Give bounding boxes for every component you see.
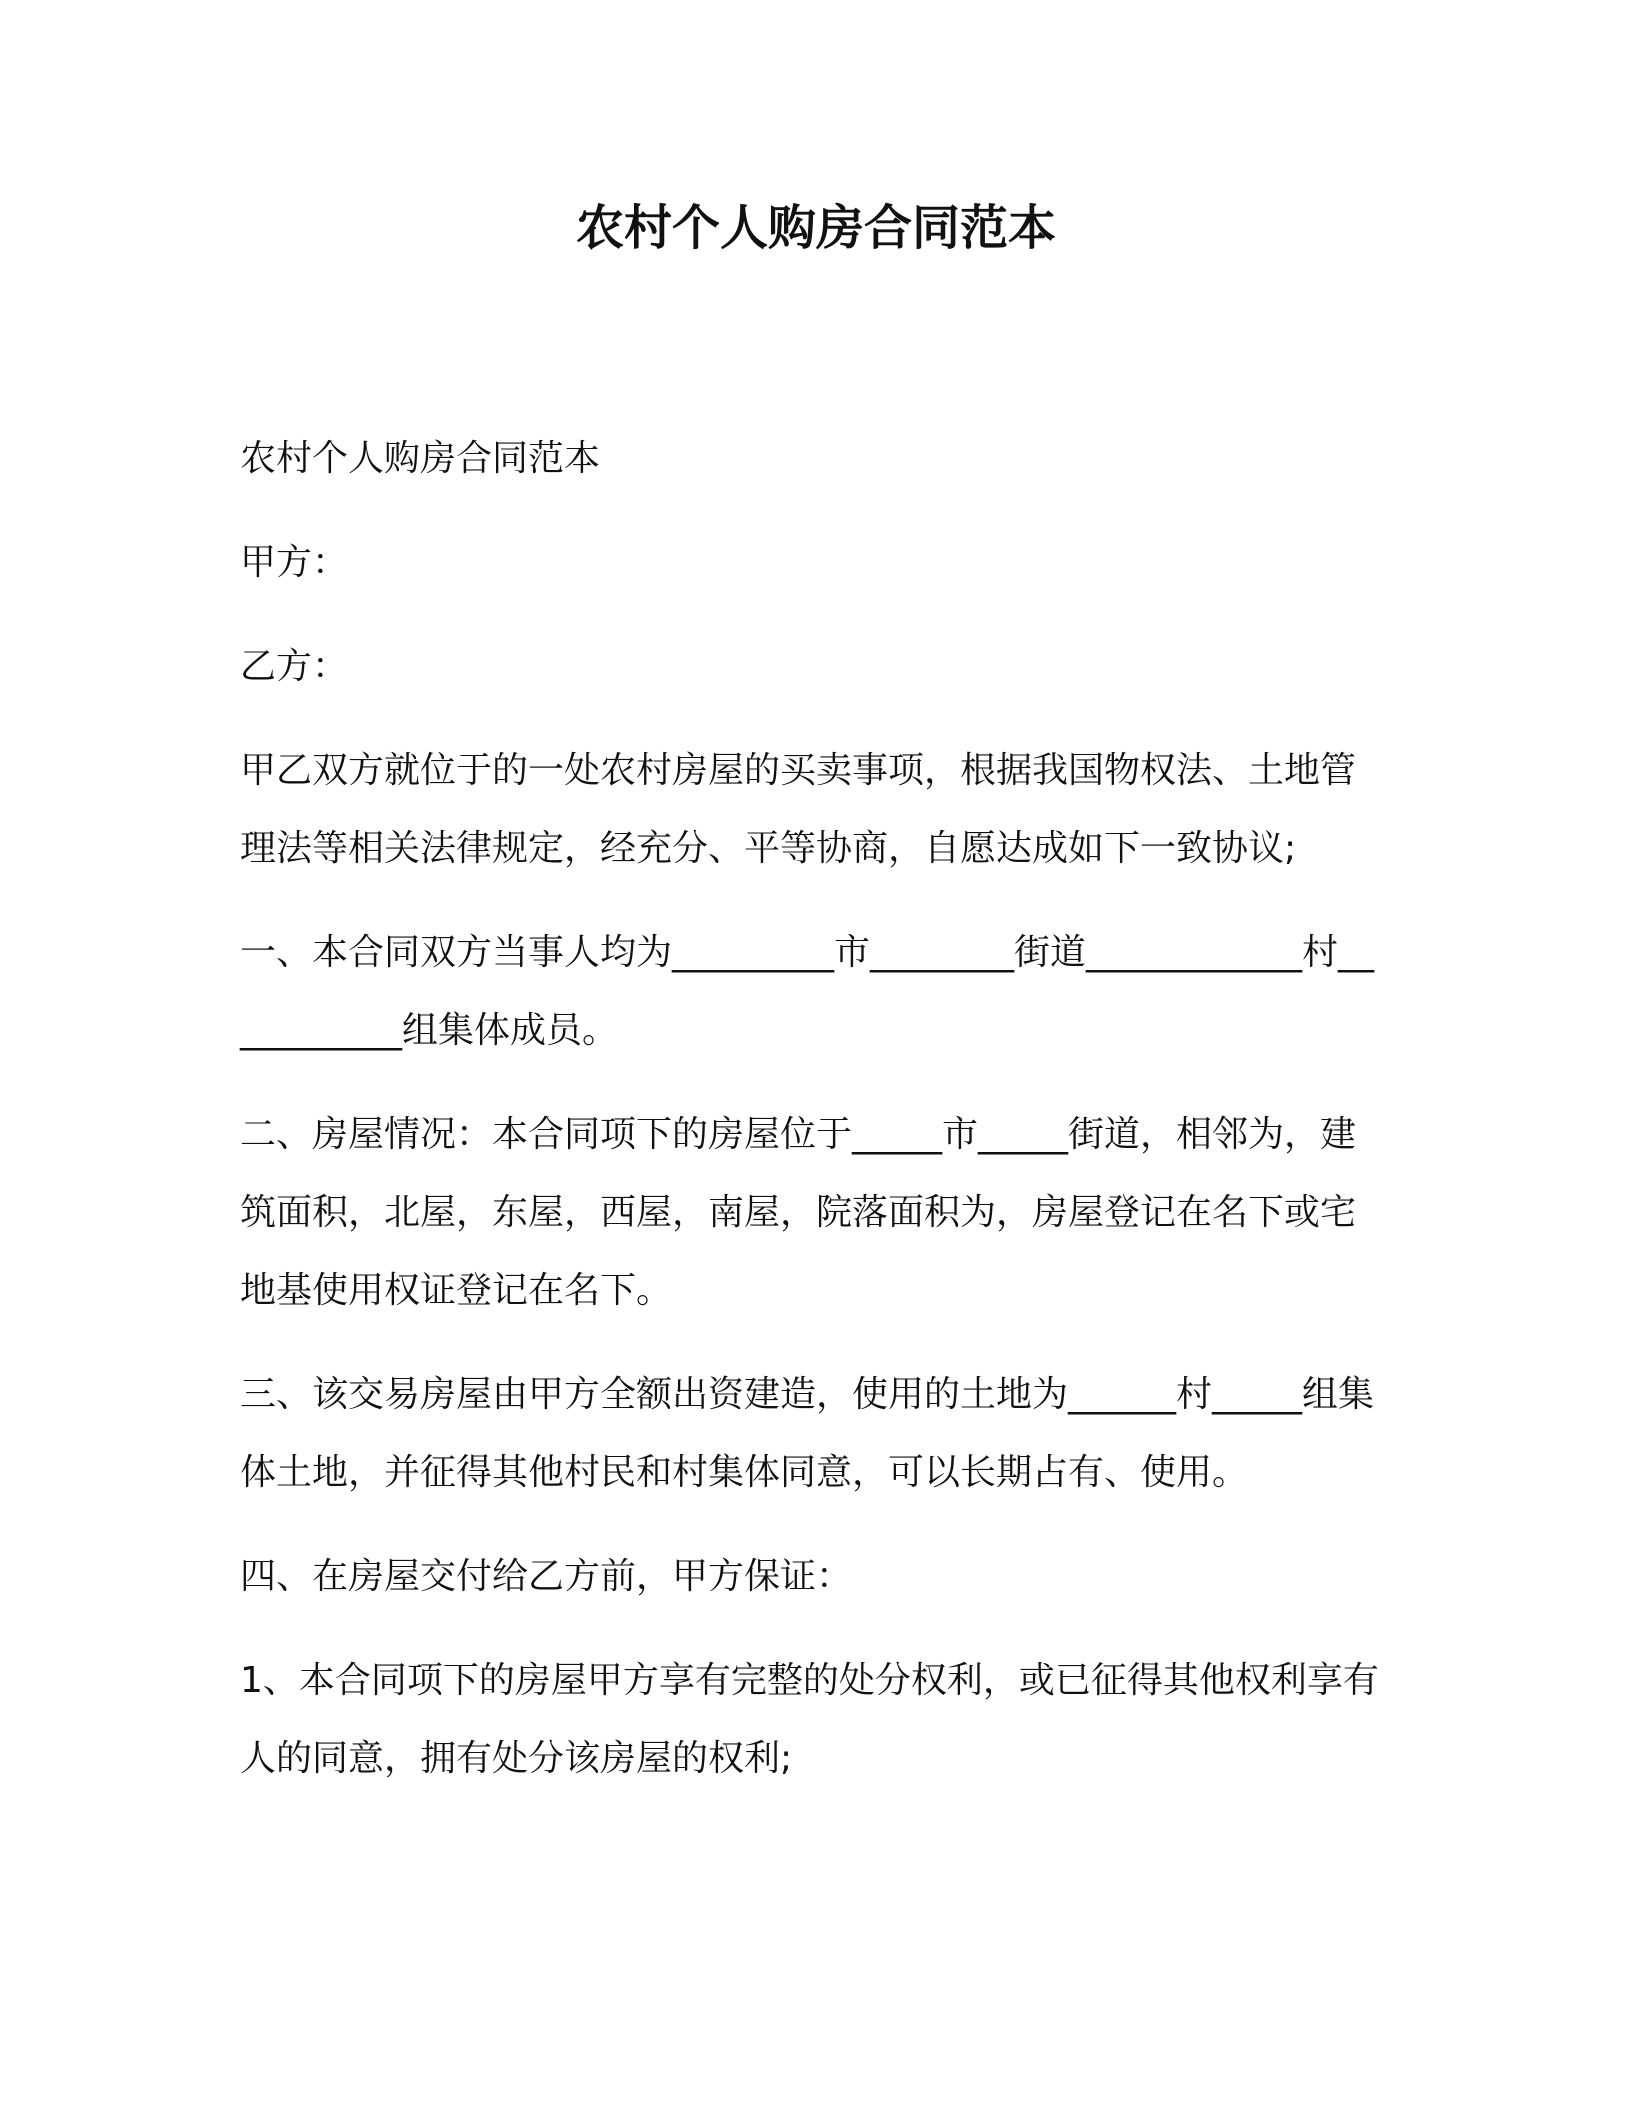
paragraph-clause-2: 二、房屋情况：本合同项下的房屋位于_____市_____街道，相邻为，建筑面积，北屋，东屋，西屋，南屋，院落面积为，房屋登记在名下或宅地基使用权证登记在名下。: [240, 1114, 1357, 1311]
paragraph-party-b: 乙方：: [240, 646, 349, 687]
document-title: 农村个人购房合同范本: [575, 200, 1056, 256]
paragraph-clause-4: 四、在房屋交付给乙方前，甲方保证：: [240, 1556, 853, 1597]
paragraph-clause-1: 一、本合同双方当事人均为_________市________街道____________村___________组集体成员。: [240, 932, 1375, 1051]
paragraph-clause-4-item-1: 1、本合同项下的房屋甲方享有完整的处分权利，或已征得其他权利享有人的同意，拥有处分该房屋的权利;: [240, 1660, 1379, 1779]
paragraph-preamble: 甲乙双方就位于的一处农村房屋的买卖事项，根据我国物权法、土地管理法等相关法律规定，经充分、平等协商，自愿达成如下一致协议;: [240, 750, 1357, 869]
document-body: [240, 420, 1380, 1824]
paragraph-subtitle: 农村个人购房合同范本: [240, 438, 601, 479]
paragraph-clause-3: 三、该交易房屋由甲方全额出资建造，使用的土地为______村_____组集体土地，并征得其他村民和村集体同意，可以长期占有、使用。: [240, 1374, 1375, 1493]
paragraph-party-a: 甲方：: [240, 542, 349, 583]
